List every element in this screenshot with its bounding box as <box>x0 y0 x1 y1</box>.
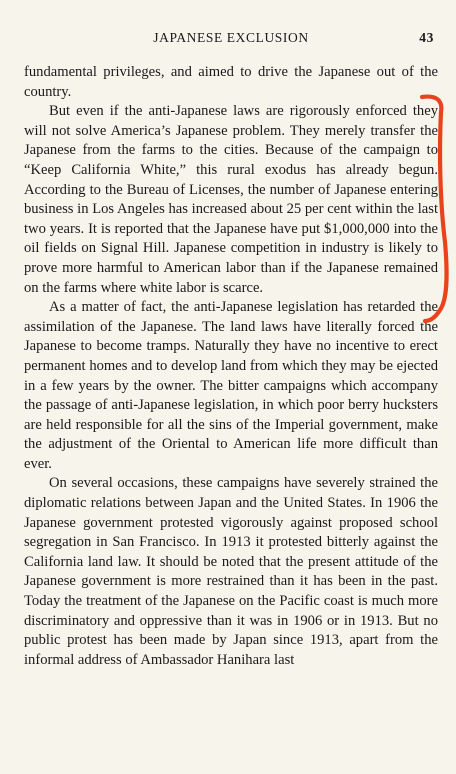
paragraph-continuation: fundamental privileges, and aimed to drive the Japanese out of the country. <box>24 64 438 100</box>
paragraph-rural-exodus: But even if the anti-Japanese laws are rigorously enforced they will not solve America’s Japanese problem. They merely transfer the Japanese from the farms to the cities. Because of the campaign to “Keep California White,” this rural exodus has already begun. According to the Bureau of Licenses, the number of Japanese entering business in Los Angeles has increased about 25 per cent within the last two years. It is reported that the Japanese have put $1,000,000 into the oil fields on Signal Hill. Japanese competition in industry is likely to prove more harmful to American labor than if the Japanese remained on the farms where white labor is scarce. <box>24 103 438 296</box>
paragraph-assimilation: As a matter of fact, the anti-Japanese legislation has retarded the assimilation of the Japanese. The land laws have literally forced the Japanese to become tramps. Naturally they have no incentive to erect permanent homes and to develop land from which they may be ejected in a few years by the owner. The bitter campaigns which accompany the passage of anti-Japanese legislation, in which poor berry hucksters are held responsible for all the sins of the Imperial government, make the adjustment of the Oriental to American life more difficult than ever. <box>24 299 438 472</box>
book-page <box>24 30 438 670</box>
paragraph-diplomatic-relations: On several occasions, these campaigns have severely strained the diplomatic relations between Japan and the United States. In 1906 the Japanese government protested vigorously against proposed school segregation in San Francisco. In 1913 it protested bitterly against the California land law. It should be noted that the present attitude of the Japanese government is more restrained than it has been in the past. Today the treatment of the Japanese on the Pacific coast is much more discriminatory and oppressive than it was in 1906 or in 1913. But no public protest has been made by Japan since 1913, apart from the informal address of Ambassador Hanihara last <box>24 475 438 668</box>
running-title: JAPANESE EXCLUSION <box>153 30 309 45</box>
body-text <box>24 63 438 670</box>
handwritten-margin-bracket <box>416 92 456 324</box>
bracket-stroke <box>422 97 447 321</box>
page-number: 43 <box>419 30 434 45</box>
running-head <box>24 30 438 52</box>
